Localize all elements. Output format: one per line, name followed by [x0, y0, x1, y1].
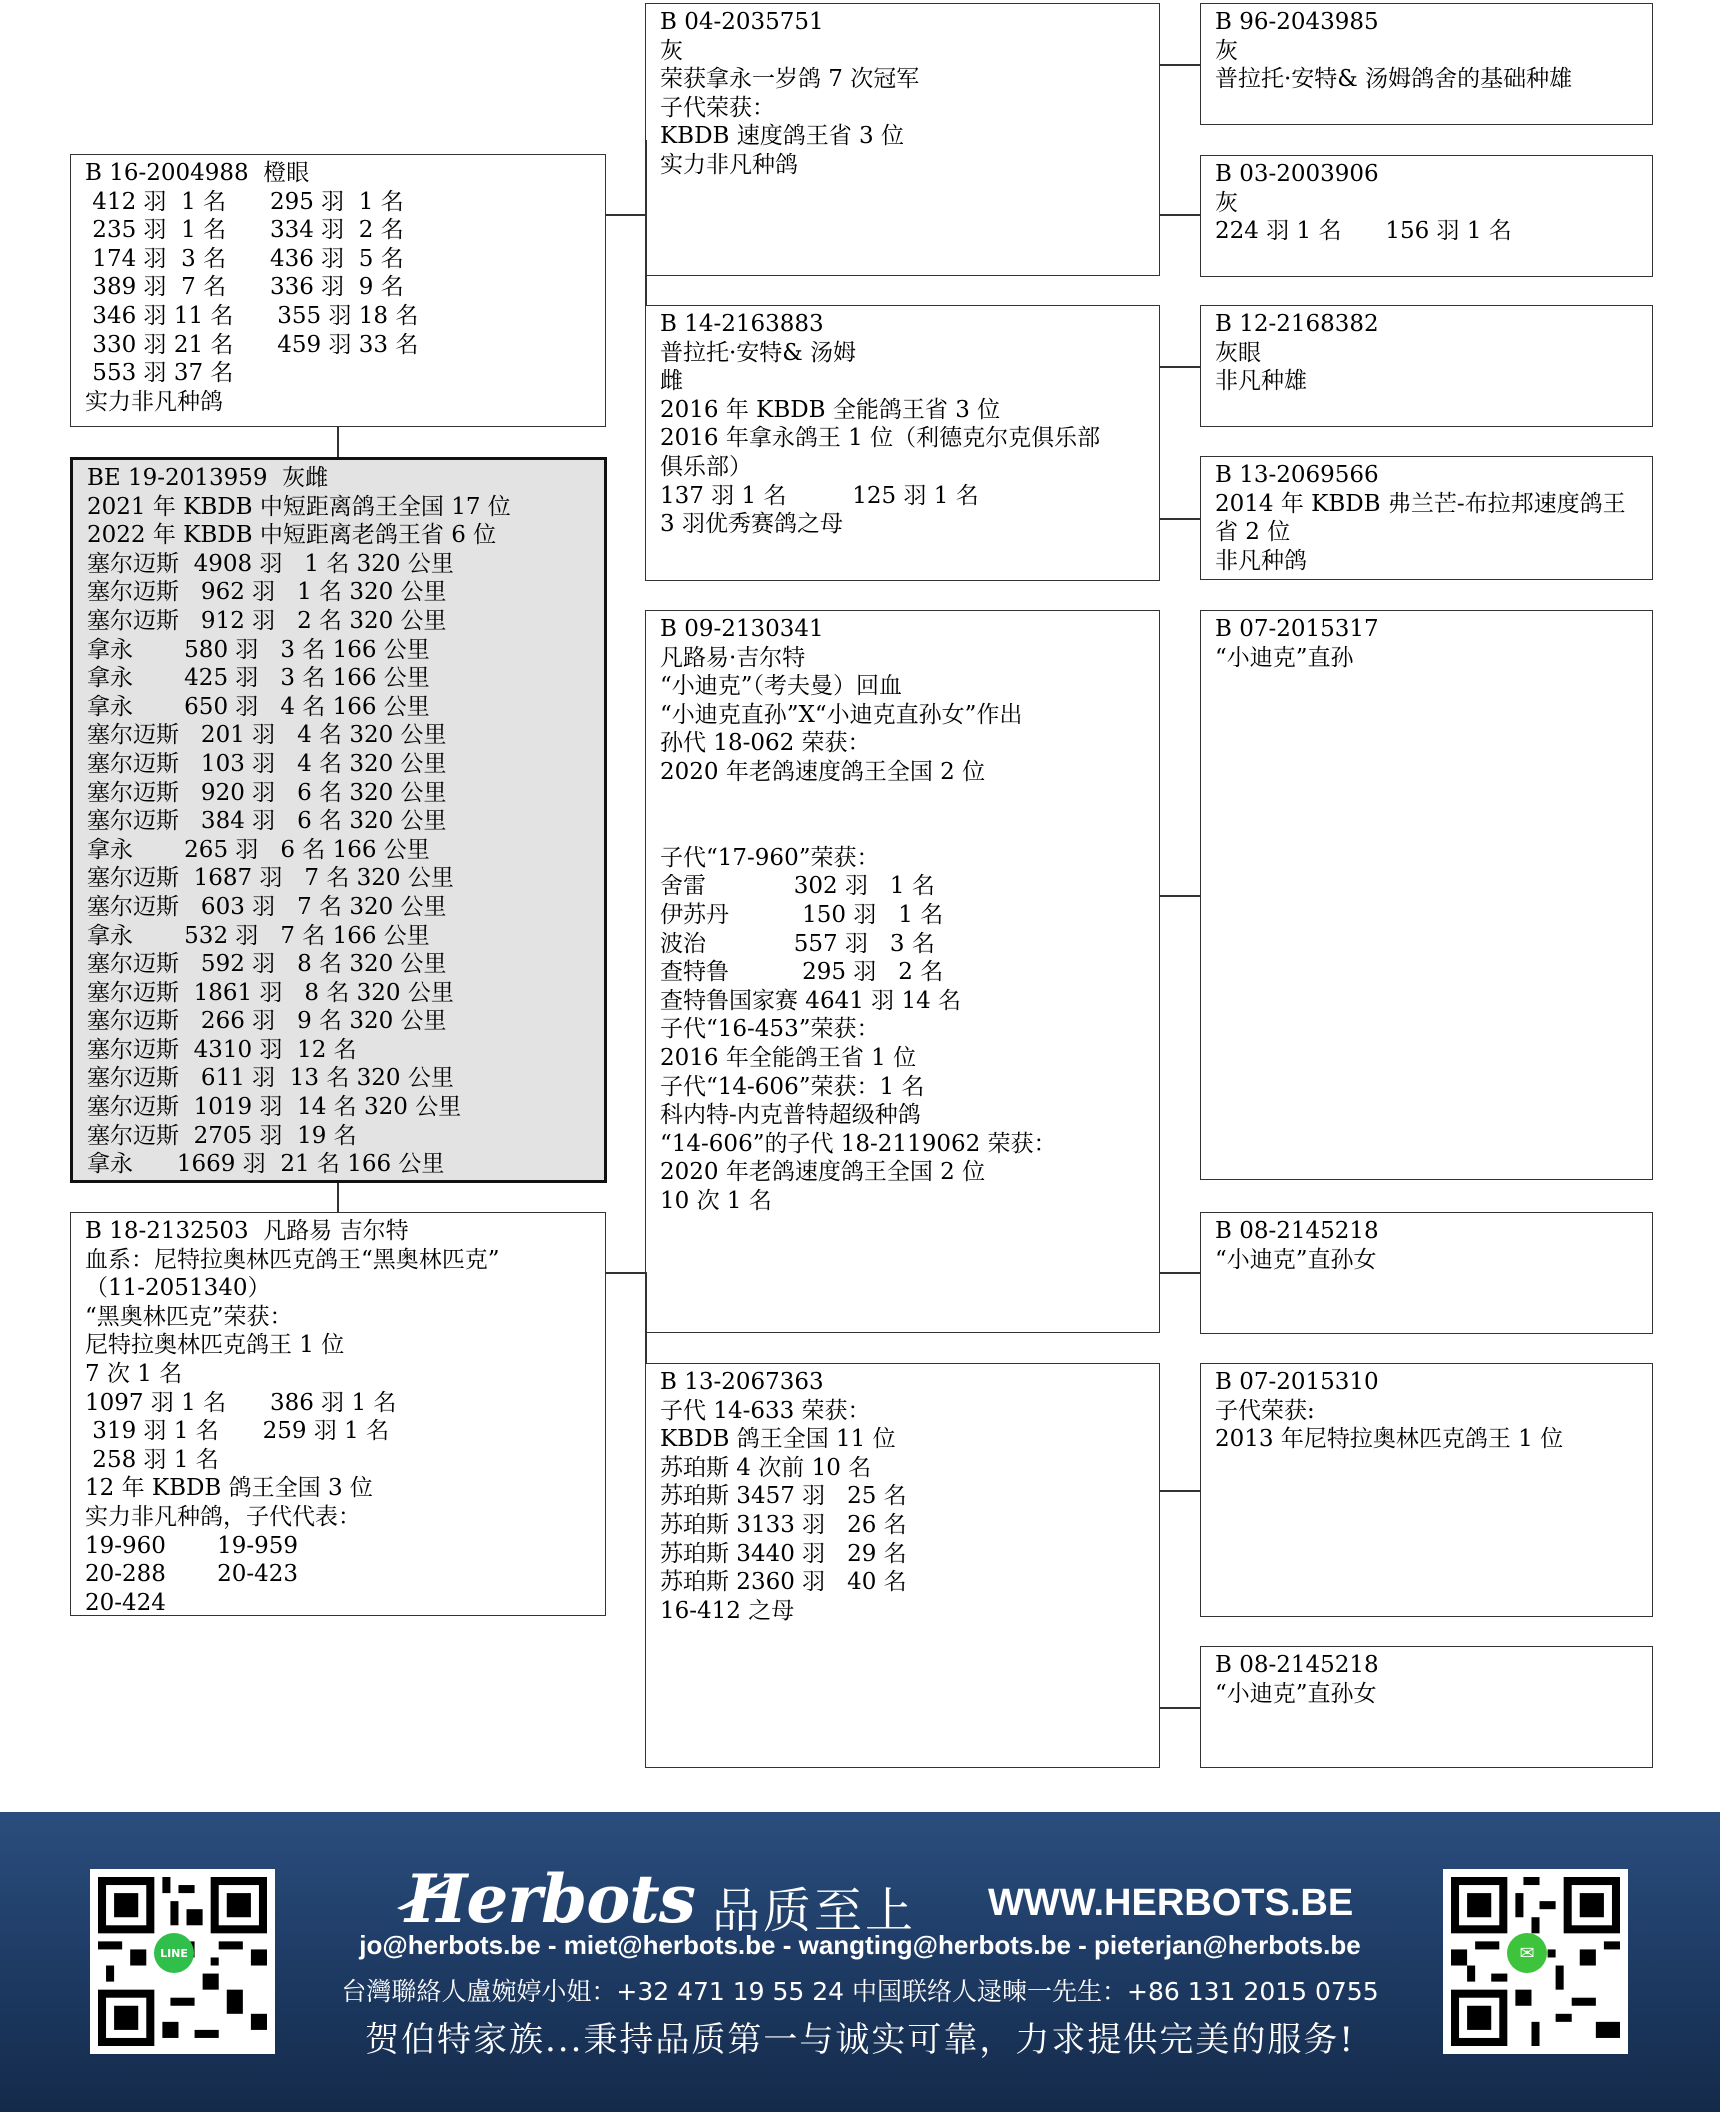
pedigree-line: 319 羽 1 名 259 羽 1 名	[85, 1418, 390, 1445]
pedigree-line: 子代荣获：	[660, 94, 775, 121]
pedigree-gg4	[1200, 456, 1653, 580]
pedigree-line: 塞尔迈斯 920 羽 6 名 320 公里	[87, 779, 447, 806]
pedigree-line: 苏珀斯 4 次前 10 名	[660, 1454, 872, 1481]
pedigree-line: 非凡种雄	[1215, 368, 1307, 395]
pedigree-line: 塞尔迈斯 2705 羽 19 名	[87, 1122, 357, 1149]
pedigree-line: 塞尔迈斯 962 羽 1 名 320 公里	[87, 579, 447, 606]
pedigree-line: 俱乐部）	[660, 453, 752, 480]
pedigree-line: “小迪克直孙”X“小迪克直孙女”作出	[660, 701, 1023, 728]
pedigree-ring-number: B 96-2043985	[1215, 9, 1379, 35]
pedigree-dam-dam	[645, 1363, 1160, 1768]
pedigree-line: 苏珀斯 3133 羽 26 名	[660, 1511, 907, 1538]
pedigree-line: 查特鲁 295 羽 2 名	[660, 959, 944, 986]
qr-code-right[interactable]	[1443, 1869, 1628, 2054]
pedigree-line: 2020 年老鸽速度鸽王全国 2 位	[660, 758, 986, 785]
contact-phones: 台灣聯絡人盧婉婷小姐：+32 471 19 55 24 中国联络人逯暕一先生：+86 131 2015 0755	[341, 1977, 1379, 2006]
pedigree-line: 塞尔迈斯 603 羽 7 名 320 公里	[87, 893, 447, 920]
pedigree-line: 塞尔迈斯 103 羽 4 名 320 公里	[87, 750, 447, 777]
pedigree-line: 16-412 之母	[660, 1597, 795, 1624]
pedigree-ring-number: B 03-2003906	[1215, 161, 1379, 187]
pedigree-gg7	[1200, 1363, 1653, 1617]
website-link[interactable]: WWW.HERBOTS.BE	[988, 1882, 1354, 1924]
pedigree-line: 普拉托·安特& 汤姆鸽舍的基础种雄	[1215, 66, 1573, 93]
brand-slogan: 品质至上	[712, 1883, 917, 1939]
pedigree-dam-sire	[645, 610, 1160, 1333]
connector-line	[645, 140, 647, 305]
pedigree-line: 389 羽 7 名 336 羽 9 名	[85, 274, 404, 301]
pedigree-line: 实力非凡种鸽	[660, 151, 798, 178]
pedigree-ring-number: B 04-2035751	[660, 9, 824, 35]
pedigree-line: 12 年 KBDB 鸽王全国 3 位	[85, 1475, 373, 1502]
pedigree-line: 174 羽 3 名 436 羽 5 名	[85, 245, 404, 272]
pedigree-ring-number: B 07-2015310	[1215, 1369, 1379, 1395]
connector-line	[1160, 1272, 1200, 1274]
pedigree-sire-sire	[645, 3, 1160, 276]
pedigree-line: 塞尔迈斯 1687 羽 7 名 320 公里	[87, 865, 454, 892]
pedigree-ring-number: B 09-2130341	[660, 616, 824, 642]
pedigree-line: 省 2 位	[1215, 519, 1291, 546]
pedigree-line: “黑奥林匹克”荣获：	[85, 1303, 293, 1330]
contact-emails[interactable]: jo@herbots.be - miet@herbots.be - wangting@herbots.be - pieterjan@herbots.be	[359, 1930, 1361, 1960]
pedigree-line: 330 羽 21 名 459 羽 33 名	[85, 331, 419, 358]
pedigree-line: 塞尔迈斯 1019 羽 14 名 320 公里	[87, 1094, 462, 1121]
pedigree-line: 雌	[660, 368, 683, 395]
pedigree-line: 塞尔迈斯 592 羽 8 名 320 公里	[87, 951, 447, 978]
pedigree-line: KBDB 鸽王全国 11 位	[660, 1426, 896, 1453]
pedigree-ring-number: B 07-2015317	[1215, 616, 1379, 642]
pedigree-ring-number: B 13-2069566	[1215, 462, 1379, 488]
pedigree-line: 塞尔迈斯 912 羽 2 名 320 公里	[87, 607, 447, 634]
pedigree-line: 孙代 18-062 荣获：	[660, 730, 871, 757]
pedigree-line: 子代 14-633 荣获：	[660, 1397, 871, 1424]
pedigree-sire-dam	[645, 305, 1160, 581]
pedigree-line: 553 羽 37 名	[85, 360, 234, 387]
pedigree-line: 苏珀斯 2360 羽 40 名	[660, 1569, 907, 1596]
connector-line	[1160, 895, 1200, 897]
pedigree-line: 258 羽 1 名	[85, 1446, 219, 1473]
pedigree-line: 2014 年 KBDB 弗兰芒-布拉邦速度鸽王	[1215, 490, 1626, 517]
company-motto: 贺伯特家族...秉持品质第一与诚实可靠，力求提供完美的服务!	[364, 2020, 1356, 2060]
pedigree-line: 拿永 265 羽 6 名 166 公里	[87, 836, 430, 863]
pedigree-line: “14-606”的子代 18-2119062 荣获：	[660, 1130, 1057, 1157]
connector-line	[337, 1183, 339, 1212]
wechat-icon: ✉	[1507, 1933, 1547, 1973]
pedigree-line: 20-424	[85, 1589, 166, 1616]
pedigree-gg1	[1200, 3, 1653, 125]
pedigree-line: 2021 年 KBDB 中短距离鸽王全国 17 位	[87, 493, 511, 520]
pedigree-line: 19-960 19-959	[85, 1532, 299, 1559]
pedigree-gg3	[1200, 305, 1653, 427]
pedigree-gg6	[1200, 1212, 1653, 1334]
pedigree-line: 拿永 650 羽 4 名 166 公里	[87, 693, 430, 720]
pedigree-line: 拿永 532 羽 7 名 166 公里	[87, 922, 430, 949]
brand-logo: Herbots	[405, 1860, 695, 1938]
pedigree-line: 拿永 580 羽 3 名 166 公里	[87, 636, 430, 663]
pedigree-line: 凡路易·吉尔特	[660, 644, 806, 671]
connector-line	[1160, 366, 1200, 368]
pedigree-line: 苏珀斯 3457 羽 25 名	[660, 1483, 907, 1510]
connector-line	[606, 214, 645, 216]
pedigree-line: 塞尔迈斯 4310 羽 12 名	[87, 1036, 357, 1063]
pedigree-ring-number: B 12-2168382	[1215, 311, 1379, 337]
connector-line	[1160, 214, 1200, 216]
pedigree-line: 2020 年老鸽速度鸽王全国 2 位	[660, 1159, 986, 1186]
pedigree-line: 波治 557 羽 3 名	[660, 930, 935, 957]
pedigree-line: 查特鲁国家赛 4641 羽 14 名	[660, 987, 962, 1014]
pedigree-line: 塞尔迈斯 266 羽 9 名 320 公里	[87, 1008, 447, 1035]
connector-line	[337, 427, 339, 457]
connector-line	[645, 1272, 647, 1363]
pedigree-line: 塞尔迈斯 1861 羽 8 名 320 公里	[87, 979, 454, 1006]
pedigree-line: 灰	[660, 37, 683, 64]
pedigree-line: 224 羽 1 名 156 羽 1 名	[1215, 218, 1512, 245]
pedigree-line: KBDB 速度鸽王省 3 位	[660, 123, 904, 150]
pedigree-ring-number: B 08-2145218	[1215, 1652, 1379, 1678]
pedigree-line: 412 羽 1 名 295 羽 1 名	[85, 188, 404, 215]
pedigree-subject	[70, 457, 607, 1183]
pedigree-line: 7 次 1 名	[85, 1360, 183, 1387]
pedigree-line: 子代荣获:	[1215, 1397, 1315, 1424]
pedigree-ring-number: B 08-2145218	[1215, 1218, 1379, 1244]
pedigree-line: 2016 年全能鸽王省 1 位	[660, 1044, 917, 1071]
pedigree-dam	[70, 1212, 606, 1616]
pedigree-line: 2016 年拿永鸽王 1 位（利德克尔克俱乐部	[660, 425, 1101, 452]
footer-band	[0, 1812, 1720, 2112]
pedigree-ring-number: B 16-2004988 橙眼	[85, 160, 310, 186]
pedigree-line: 伊苏丹 150 羽 1 名	[660, 901, 944, 928]
pedigree-line: 塞尔迈斯 611 羽 13 名 320 公里	[87, 1065, 454, 1092]
connector-line	[1160, 518, 1200, 520]
pedigree-line: 灰眼	[1215, 339, 1261, 366]
pedigree-line: 2022 年 KBDB 中短距离老鸽王省 6 位	[87, 522, 497, 549]
pedigree-line: 灰	[1215, 189, 1238, 216]
pedigree-line: 尼特拉奥林匹克鸽王 1 位	[85, 1332, 345, 1359]
pedigree-line: 拿永 1669 羽 21 名 166 公里	[87, 1151, 445, 1178]
pedigree-ring-number: B 18-2132503 凡路易 吉尔特	[85, 1218, 409, 1244]
connector-line	[1160, 1490, 1200, 1492]
pedigree-line: 血系：尼特拉奥林匹克鸽王“黑奥林匹克”	[85, 1246, 500, 1273]
pedigree-line: 3 羽优秀赛鸽之母	[660, 511, 843, 538]
pedigree-line	[660, 787, 1145, 816]
pedigree-line	[660, 815, 1145, 844]
pedigree-sire	[70, 154, 606, 427]
pedigree-line: 1097 羽 1 名 386 羽 1 名	[85, 1389, 397, 1416]
pedigree-line: 子代“14-606”荣获：1 名	[660, 1073, 925, 1100]
pedigree-line: “小迪克”直孙女	[1215, 1246, 1377, 1273]
pedigree-line: “小迪克”（考夫曼）回血	[660, 673, 903, 700]
pedigree-line: 普拉托·安特& 汤姆	[660, 339, 857, 366]
connector-line	[1160, 64, 1200, 66]
pedigree-line: 10 次 1 名	[660, 1187, 772, 1214]
pedigree-line: 实力非凡种鸽	[85, 388, 223, 415]
pedigree-line: 荣获拿永一岁鸽 7 次冠军	[660, 66, 920, 93]
pedigree-gg8	[1200, 1646, 1653, 1768]
connector-line	[1160, 1707, 1200, 1709]
pedigree-line: 子代“17-960”荣获：	[660, 844, 880, 871]
pedigree-line: 346 羽 11 名 355 羽 18 名	[85, 302, 419, 329]
pedigree-line: 非凡种鸽	[1215, 547, 1307, 574]
pedigree-ring-number: B 13-2067363	[660, 1369, 824, 1395]
pedigree-line: 塞尔迈斯 4908 羽 1 名 320 公里	[87, 550, 454, 577]
pedigree-line: 拿永 425 羽 3 名 166 公里	[87, 665, 430, 692]
pedigree-ring-number: B 14-2163883	[660, 311, 824, 337]
pedigree-line: 2013 年尼特拉奥林匹克鸽王 1 位	[1215, 1426, 1564, 1453]
pedigree-line: 塞尔迈斯 201 羽 4 名 320 公里	[87, 722, 447, 749]
pedigree-line: （11-2051340）	[85, 1275, 271, 1302]
pedigree-line: 20-288 20-423	[85, 1561, 299, 1588]
pedigree-line: 实力非凡种鸽，子代代表：	[85, 1503, 361, 1530]
pedigree-line: 科内特-内克普特超级种鸽	[660, 1102, 921, 1129]
pedigree-line: “小迪克”直孙女	[1215, 1680, 1377, 1707]
line-icon: LINE	[154, 1933, 194, 1973]
connector-line	[606, 1272, 645, 1274]
pedigree-line: 灰	[1215, 37, 1238, 64]
pedigree-ring-number: BE 19-2013959 灰雌	[87, 465, 329, 491]
pedigree-line: 137 羽 1 名 125 羽 1 名	[660, 482, 979, 509]
pedigree-line: 子代“16-453”荣获：	[660, 1016, 880, 1043]
pedigree-line: 舍雷 302 羽 1 名	[660, 873, 935, 900]
pedigree-line: “小迪克”直孙	[1215, 644, 1354, 671]
pedigree-line: 235 羽 1 名 334 羽 2 名	[85, 217, 404, 244]
pedigree-gg2	[1200, 155, 1653, 277]
pedigree-line: 塞尔迈斯 384 羽 6 名 320 公里	[87, 808, 447, 835]
pedigree-line: 苏珀斯 3440 羽 29 名	[660, 1540, 907, 1567]
pedigree-line: 2016 年 KBDB 全能鸽王省 3 位	[660, 396, 1001, 423]
pedigree-gg5	[1200, 610, 1653, 1180]
